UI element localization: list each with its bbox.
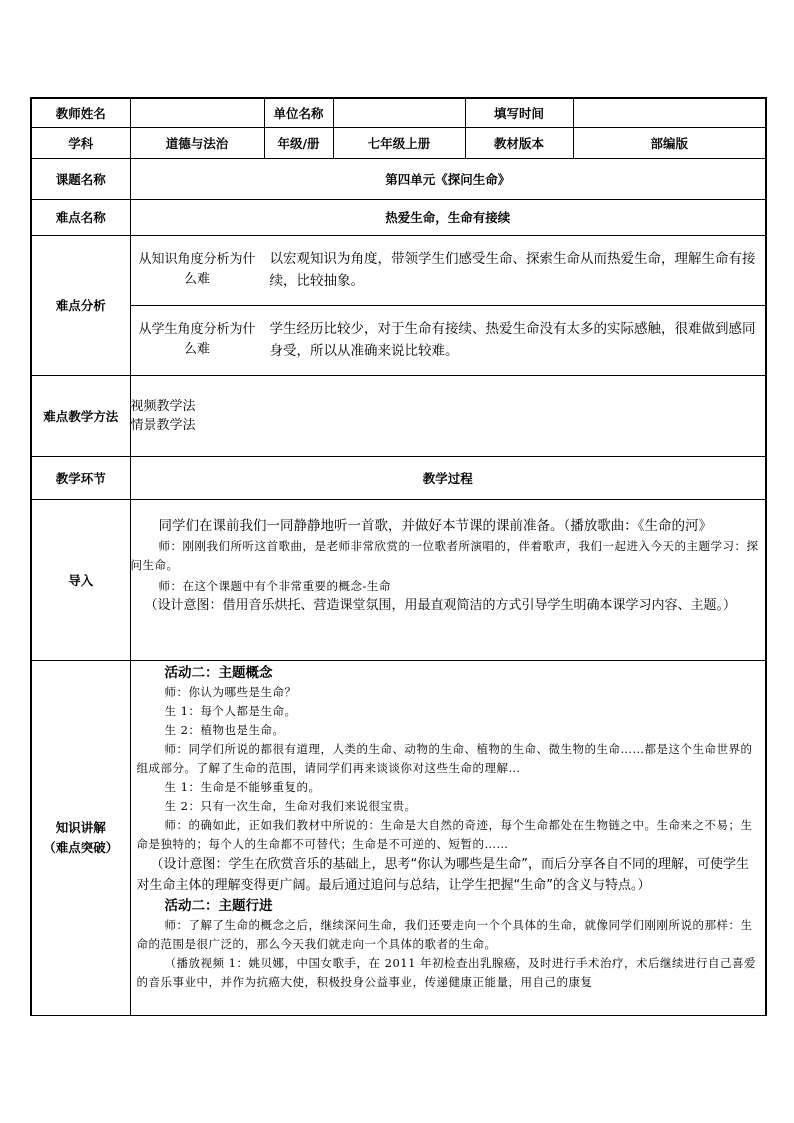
fill-date-label: 填写时间 [465,98,573,127]
intro-content [130,499,766,660]
intro-dialogue: 师：刚刚我们所听这首歌曲，是老师非常欣赏的一位歌者所演唱的，伴着歌声，我们一起进入今天的主题学习：探问生命。 [130,538,759,572]
dialogue-line: 生 1：每个人都是生命。 [164,703,297,718]
analysis-subtable [131,236,766,375]
unit-name-label: 单位名称 [264,98,333,127]
student-angle-question: 从学生角度分析为什么难 [138,322,256,358]
difficulty-analysis-label: 难点分析 [31,235,130,375]
edition-label: 教材版本 [465,127,573,158]
dialogue-line: （播放视频 1：姚贝娜，中国女歌手，在 2011 年初检查出乳腺癌，及时进行手术治疗，术后继续进行自己喜爱的音乐事业中，并作为抗癌大使，积极投身公益事业，传递健康正能量，用自己的康复 [136,955,757,989]
grade-label: 年级/册 [264,127,333,158]
method-item: 情景教学法 [130,417,196,433]
teacher-name-label: 教师姓名 [31,98,130,127]
activity-one-title: 活动二：主题概念 [164,664,273,681]
unit-name-value[interactable] [333,98,465,127]
dialogue-line: 生 2：只有一次生命，生命对我们来说很宝贵。 [164,798,417,813]
dialogue-line: 生 1：生命是不能够重复的。 [164,779,321,794]
grade-value: 七年级上册 [333,127,465,158]
edition-value: 部编版 [573,127,766,158]
teaching-method-list [130,375,766,456]
intro-dialogue: 师：在这个课题中有个非常重要的概念-生命 [158,578,391,593]
intro-paragraph: 同学们在课前我们一同静静地听一首歌，并做好本节课的课前准备。（播放歌曲：《生命的河》 [158,517,712,534]
dialogue-line: 师：你认为哪些是生命？ [164,684,297,699]
difficulty-name-value: 热爱生命，生命有接续 [130,199,766,235]
dialogue-line: 师：同学们所说的都很有道理，人类的生命、动物的生命、植物的生命、微生物的生命……都是这个生命世界的组成部分。了解了生命的范围，请同学们再来谈谈你对这些生命的理解… [136,741,753,775]
dialogue-line: 师：了解了生命的概念之后，继续深问生命，我们还要走向一个个具体的生命，就像同学们刚刚所说的那样：生命的范围是很广泛的，那么今天我们就走向一个具体的歌者的生命。 [136,917,753,951]
knowledge-design-note: （设计意图：学生在欣赏音乐的基础上，思考“你认为哪些是生命”，而后分享各自不同的理解，可使学生对生命主体的理解变得更广阔。最后通过追问与总结，让学生把握“生命”的含义与特点。） [136,856,749,893]
knowledge-content [130,660,766,1015]
subject-label: 学科 [31,127,130,158]
difficulty-analysis-cell [130,235,766,375]
teaching-step-label: 教学环节 [31,456,130,499]
teaching-process-label: 教学过程 [130,456,766,499]
fill-date-value[interactable] [573,98,766,127]
teacher-name-value[interactable] [130,98,264,127]
knowledge-label [31,660,130,1015]
subject-value: 道德与法治 [130,127,264,158]
intro-label: 导入 [31,499,130,660]
lesson-name-label: 课题名称 [31,158,130,199]
knowledge-label-line1: 知识讲解 [55,819,106,835]
intro-design-note: （设计意图：借用音乐烘托、营造课堂氛围，用最直观简洁的方式引导学生明确本课学习内容、主题。） [144,597,737,613]
knowledge-angle-answer: 以宏观知识为角度，带领学生们感受生命、探索生命从而热爱生命，理解生命有接续，比较抽象。 [264,236,766,306]
dialogue-line: 师：的确如此，正如我们教材中所说的：生命是大自然的奇迹，每个生命都处在生物链之中。生命来之不易；生命是独特的；每个人的生命都不可替代；生命是不可逆的、短暂的…… [136,817,753,851]
dialogue-line: 生 2：植物也是生命。 [164,722,285,737]
knowledge-angle-question: 从知识角度分析为什么难 [131,236,264,306]
difficulty-name-label: 难点名称 [31,199,130,235]
lesson-name-value: 第四单元《探问生命》 [130,158,766,199]
lesson-plan-table [30,97,767,1016]
teaching-method-label: 难点教学方法 [31,375,130,456]
knowledge-label-line2: （难点突破） [43,839,119,855]
student-angle-answer: 学生经历比较少，对于生命有接续、热爱生命没有太多的实际感触，很难做到感同身受，所以从准确来说比较难。 [269,321,756,360]
activity-two-title: 活动二：主题行进 [164,897,273,914]
method-item: 视频教学法 [130,398,196,414]
